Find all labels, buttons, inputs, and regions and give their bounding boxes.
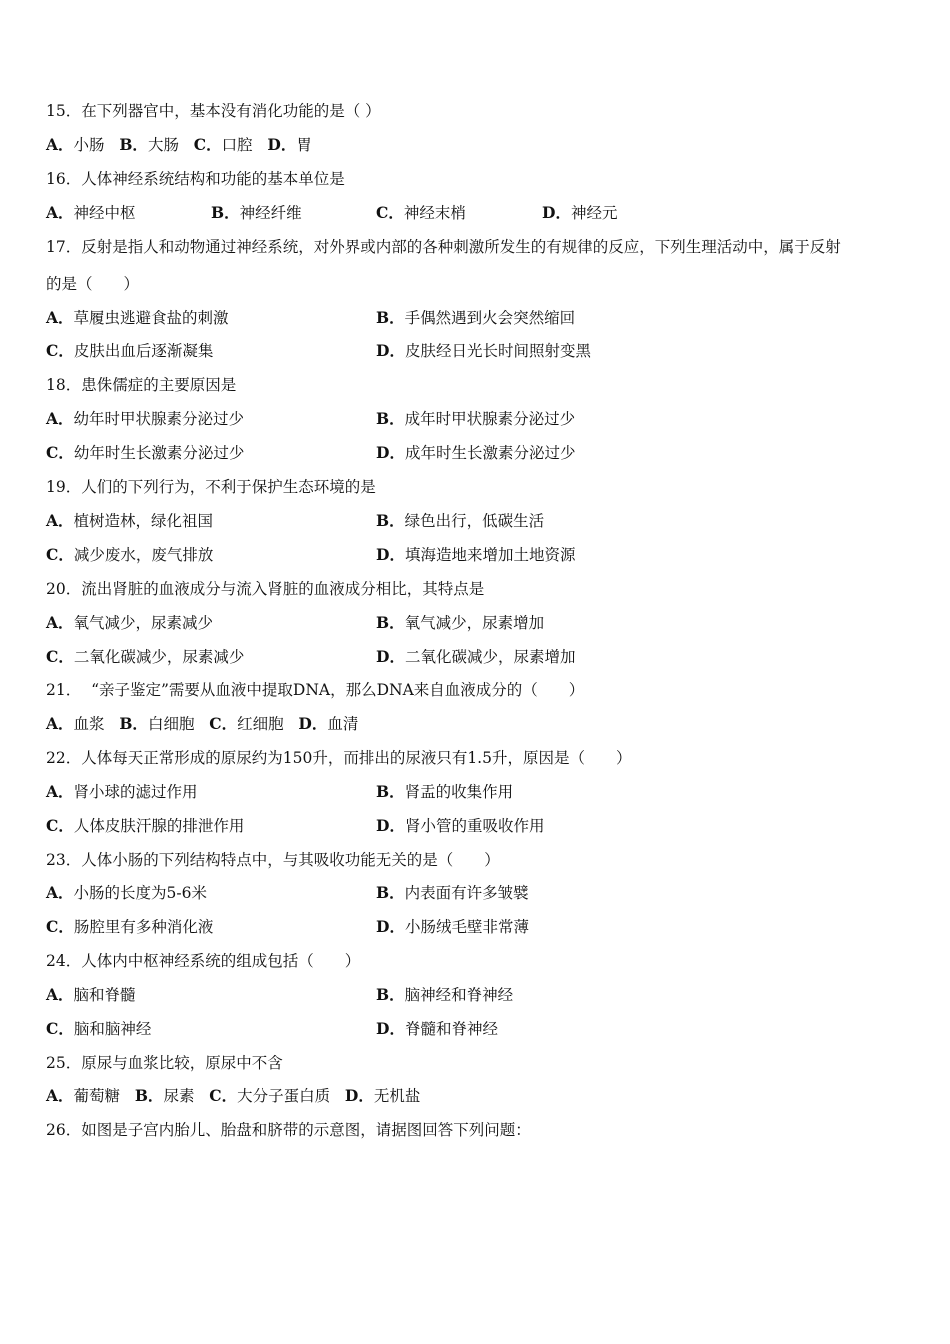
- question-number: 18．: [46, 376, 82, 394]
- option-label: C．: [46, 816, 74, 835]
- option-label: A．: [46, 203, 74, 222]
- option-text: 小肠: [73, 136, 105, 154]
- option-label: C．: [376, 203, 404, 222]
- option-label: B．: [119, 714, 148, 733]
- option-c: [46, 341, 213, 361]
- option-a: [46, 308, 229, 328]
- option-label: B．: [134, 1086, 164, 1105]
- option-label: D．: [376, 647, 405, 666]
- option-b: [376, 511, 544, 531]
- option-c: [46, 443, 244, 463]
- option-b: [376, 613, 544, 633]
- option-text: 神经元: [570, 204, 618, 222]
- option-d: [376, 341, 591, 361]
- question-text: “亲子鉴定”需要从血液中提取DNA，那么DNA来自血液成分的（ ）: [81, 681, 585, 699]
- option-d: [376, 443, 575, 463]
- option-label: C．: [46, 1019, 74, 1038]
- option-text: 人体皮肤汗腺的排泄作用: [73, 817, 245, 835]
- question-number: 20．: [46, 580, 82, 598]
- option-label: C．: [193, 135, 222, 154]
- option-a: [46, 409, 244, 429]
- option-label: B．: [376, 782, 405, 801]
- option-label: B．: [376, 511, 405, 530]
- option-text: 植树造林，绿化祖国: [73, 512, 214, 530]
- option-label: A．: [46, 883, 74, 902]
- option-b: [376, 883, 529, 903]
- option-label: D．: [376, 1019, 405, 1038]
- option-text: 口腔: [221, 136, 253, 154]
- question-text: 如图是子宫内胎儿、胎盘和脐带的示意图，请据图回答下列问题：: [81, 1121, 531, 1139]
- options-inline: [46, 135, 312, 155]
- option-a: [46, 985, 136, 1005]
- option-c: [376, 203, 466, 223]
- question-16: [46, 169, 345, 189]
- question-25: [46, 1053, 283, 1073]
- option-text: 红细胞: [237, 715, 284, 733]
- option-text: 神经纤维: [239, 204, 302, 222]
- option-label: C．: [46, 647, 74, 666]
- option-label: B．: [211, 203, 240, 222]
- option-text: 神经中枢: [73, 204, 136, 222]
- question-number: 22．: [46, 749, 82, 767]
- option-label: A．: [46, 135, 74, 154]
- option-label: D．: [376, 545, 405, 564]
- option-text: 肾小管的重吸收作用: [404, 817, 545, 835]
- option-text: 草履虫逃避食盐的刺激: [73, 309, 229, 327]
- option-label: B．: [376, 883, 405, 902]
- option-text: 氧气减少，尿素增加: [404, 614, 545, 632]
- question-17-cont: [46, 274, 139, 294]
- option-a: [46, 613, 213, 633]
- option-label: A．: [46, 714, 74, 733]
- option-label: B．: [376, 985, 405, 1004]
- option-label: C．: [46, 443, 74, 462]
- question-24: [46, 951, 360, 971]
- option-text: 成年时甲状腺素分泌过少: [404, 410, 576, 428]
- option-label: A．: [46, 985, 74, 1004]
- question-text: 的是（ ）: [46, 275, 140, 293]
- option-label: B．: [119, 135, 148, 154]
- option-text: 填海造地来增加土地资源: [404, 546, 576, 564]
- question-17: [46, 237, 841, 257]
- option-a: [46, 511, 213, 531]
- option-text: 绿色出行，低碳生活: [404, 512, 545, 530]
- question-23: [46, 850, 500, 870]
- option-label: C．: [46, 545, 74, 564]
- option-text: 脑和脊髓: [73, 986, 136, 1004]
- option-c: [46, 816, 244, 836]
- option-text: 脑神经和脊神经: [404, 986, 514, 1004]
- option-text: 神经末梢: [403, 204, 466, 222]
- question-number: 23．: [46, 851, 82, 869]
- option-c: [46, 545, 213, 565]
- option-a: [46, 782, 198, 802]
- option-text: 血浆: [73, 715, 105, 733]
- option-label: D．: [542, 203, 571, 222]
- question-number: 26．: [46, 1121, 82, 1139]
- option-label: D．: [376, 341, 405, 360]
- question-text: 人体神经系统结构和功能的基本单位是: [81, 170, 345, 188]
- option-d: [376, 647, 575, 667]
- option-label: D．: [344, 1086, 374, 1105]
- question-text: 人体内中枢神经系统的组成包括（ ）: [81, 952, 361, 970]
- option-label: B．: [376, 409, 405, 428]
- option-text: 尿素: [163, 1087, 195, 1105]
- question-text: 人们的下列行为，不利于保护生态环境的是: [81, 478, 376, 496]
- option-text: 二氧化碳减少，尿素增加: [404, 648, 576, 666]
- question-number: 25．: [46, 1054, 82, 1072]
- option-text: 脑和脑神经: [73, 1020, 152, 1038]
- option-b: [376, 409, 575, 429]
- options-inline: [46, 714, 358, 734]
- option-label: A．: [46, 409, 74, 428]
- option-label: D．: [376, 917, 405, 936]
- option-label: C．: [46, 917, 74, 936]
- option-d: [376, 545, 575, 565]
- option-text: 大分子蛋白质: [237, 1087, 331, 1105]
- question-number: 24．: [46, 952, 82, 970]
- option-text: 手偶然遇到火会突然缩回: [404, 309, 576, 327]
- options-inline: [46, 1086, 420, 1106]
- option-label: A．: [46, 1086, 74, 1105]
- question-text: 人体小肠的下列结构特点中，与其吸收功能无关的是（ ）: [81, 851, 500, 869]
- option-d: [376, 917, 529, 937]
- option-d: [376, 816, 544, 836]
- question-21: [46, 680, 584, 700]
- option-text: 胃: [296, 136, 312, 154]
- option-label: C．: [209, 714, 238, 733]
- option-label: B．: [376, 308, 405, 327]
- question-26: [46, 1120, 531, 1140]
- option-label: D．: [267, 135, 297, 154]
- option-b: [211, 203, 302, 223]
- option-label: A．: [46, 511, 74, 530]
- question-number: 15．: [46, 102, 82, 120]
- option-text: 脊髓和脊神经: [404, 1020, 498, 1038]
- option-text: 小肠的长度为5-6米: [73, 884, 207, 902]
- option-text: 二氧化碳减少，尿素减少: [73, 648, 245, 666]
- option-d: [376, 1019, 498, 1039]
- option-b: [376, 782, 513, 802]
- option-text: 皮肤出血后逐渐凝集: [73, 342, 214, 360]
- option-text: 减少废水，废气排放: [73, 546, 214, 564]
- option-label: A．: [46, 308, 74, 327]
- option-label: D．: [298, 714, 328, 733]
- option-label: D．: [376, 816, 405, 835]
- option-a: [46, 203, 136, 223]
- option-text: 无机盐: [373, 1087, 421, 1105]
- option-a: [46, 883, 207, 903]
- option-text: 小肠绒毛壁非常薄: [404, 918, 529, 936]
- option-text: 肠腔里有多种消化液: [73, 918, 214, 936]
- option-text: 幼年时甲状腺素分泌过少: [73, 410, 245, 428]
- question-number: 19．: [46, 478, 82, 496]
- question-15: [46, 101, 381, 121]
- option-b: [376, 985, 513, 1005]
- question-text: 原尿与血浆比较，原尿中不含: [81, 1054, 283, 1072]
- option-label: D．: [376, 443, 405, 462]
- option-text: 皮肤经日光长时间照射变黑: [404, 342, 591, 360]
- option-c: [46, 647, 244, 667]
- option-text: 幼年时生长激素分泌过少: [73, 444, 245, 462]
- question-text: 患侏儒症的主要原因是: [81, 376, 237, 394]
- question-number: 21．: [46, 681, 82, 699]
- question-18: [46, 375, 236, 395]
- option-b: [376, 308, 575, 328]
- option-label: A．: [46, 782, 74, 801]
- question-number: 16．: [46, 170, 82, 188]
- question-text: 反射是指人和动物通过神经系统，对外界或内部的各种刺激所发生的有规律的反应，下列生理活动中，属于反射: [81, 238, 841, 256]
- option-text: 大肠: [147, 136, 179, 154]
- option-text: 肾盂的收集作用: [404, 783, 514, 801]
- option-text: 氧气减少，尿素减少: [73, 614, 214, 632]
- option-text: 葡萄糖: [73, 1087, 121, 1105]
- question-20: [46, 579, 484, 599]
- option-text: 肾小球的滤过作用: [73, 783, 198, 801]
- option-text: 白细胞: [147, 715, 195, 733]
- question-22: [46, 748, 631, 768]
- question-text: 流出肾脏的血液成分与流入肾脏的血液成分相比，其特点是: [81, 580, 485, 598]
- option-text: 内表面有许多皱襞: [404, 884, 529, 902]
- option-label: B．: [376, 613, 405, 632]
- option-label: C．: [209, 1086, 238, 1105]
- option-c: [46, 917, 213, 937]
- question-text: 人体每天正常形成的原尿约为150升，而排出的尿液只有1.5升，原因是（ ）: [81, 749, 632, 767]
- option-text: 血清: [327, 715, 359, 733]
- option-text: 成年时生长激素分泌过少: [404, 444, 576, 462]
- option-label: A．: [46, 613, 74, 632]
- question-19: [46, 477, 376, 497]
- question-number: 17．: [46, 238, 82, 256]
- option-d: [542, 203, 617, 223]
- option-c: [46, 1019, 151, 1039]
- option-label: C．: [46, 341, 74, 360]
- question-text: 在下列器官中，基本没有消化功能的是（ ）: [81, 102, 381, 120]
